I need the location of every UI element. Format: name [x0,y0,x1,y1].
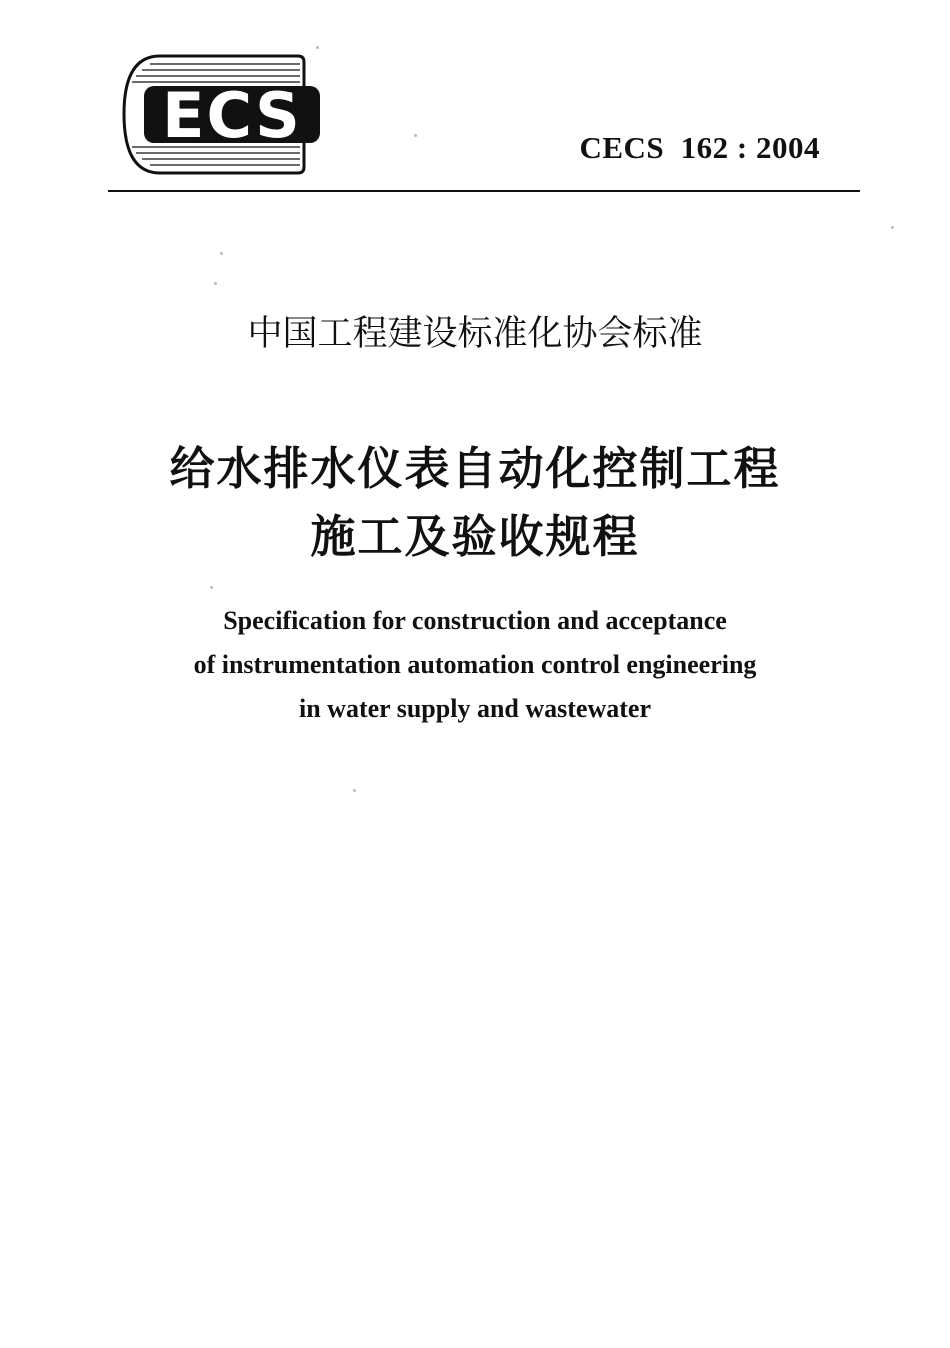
scan-speck [210,586,213,589]
title-cn-line2: 施工及验收规程 [310,510,640,563]
logo-text: ECS [162,79,302,152]
standard-number: CECS 162 : 2004 [579,130,820,165]
scan-speck [316,46,319,49]
scan-speck [414,134,417,137]
scan-speck [353,789,356,792]
ecs-logo-graphic [120,52,325,177]
title-en-line2: of instrumentation automation control engineering [193,650,757,679]
scan-speck [891,226,894,229]
title-en-line1: Specification for construction and acceptance [223,606,727,635]
title-en-line3: in water supply and wastewater [299,694,651,723]
association-name: 中国工程建设标准化协会标准 [247,314,703,354]
scan-speck [214,282,217,285]
scan-speck [220,252,223,255]
title-cn-line1: 给水排水仪表自动化控制工程 [169,442,781,495]
header-divider [108,190,860,192]
ecs-logo [120,52,325,177]
